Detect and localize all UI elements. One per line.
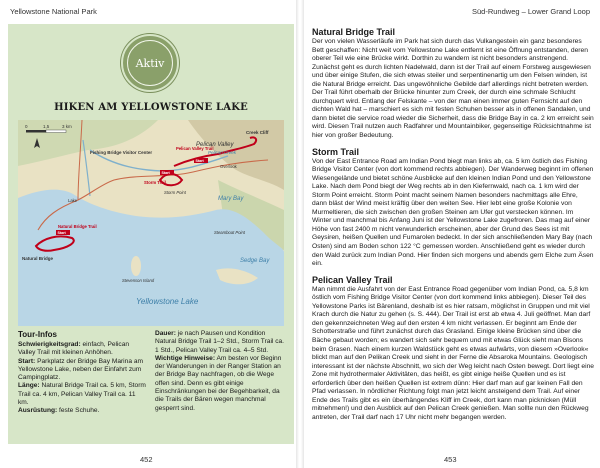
map-label-natural-bridge-trail: Natural Bridge Trail [58,224,97,229]
map-label-pelican-creek: Pelican Creek [208,150,237,155]
info-start-text: Parkplatz der Bridge Bay Marina am Yellowstone Lake, neben der Einfahrt zum Campingplatz. [18,357,143,382]
map-start-label-2: Start [161,171,170,175]
map-scale-3km: 3 km [62,124,72,129]
info-duration-label: Dauer: [155,330,176,337]
section-text-natural-bridge: Der von vielen Wasserläufe im Park hat sich durch das Vulkangestein ein ganz besonderes Bett geschaffen: Nicht weit vom Yellowstone Lake entfernt ist eine Öffnung entstanden, deren oberer Teil wie eine Brücke wirkt. Dorthin zu wandern ist nicht besonders anstrengend. Zunächst geht es durch lichten Nadelwald, dann ist der Trail auf einem Forstweg ausgewiesen und über einige Stufen, die sich etwas steiler und serpentinenartig um den Felsen winden, ist die Natural Bridge erreicht. Das ungewöhnliche Gebilde darf allerdings nicht betreten werden. Der Trail führt oberhalb der Brücke hinunter zum Creek, der durch eine schmale Schlucht durchquert wird. Entlang der Felskante – von der man einen immer guten Fernsicht auf den dichten Wald hat – marschiert es sich mit festen Schuhen besser als in offenen Sandalen, und dann bietet die service road wieder die Sicherheit, dass die Bridge Bay in ca. 2 km erreicht sein wird. Diesen Trail nutzen auch Radfahrer und Mountainbiker, gegenseitige Rücksichtnahme ist hier von großer Bedeutung. [312,38,594,140]
tour-infos-col-2 [155,330,284,413]
map-label-steamboat-point: Steamboat Point [214,230,245,235]
page-number-right: 453 [444,455,457,464]
page-number-left: 452 [140,455,153,464]
aktiv-box [8,24,294,444]
tour-infos-heading: Tour-Infos [18,330,57,339]
info-difficulty-label: Schwierigkeitsgrad: [18,341,81,348]
map-label-natural-bridge: Natural Bridge [22,256,54,261]
map-label-stevenson-island: Stevenson Island [122,278,155,283]
info-length-text: Natural Bridge Trail ca. 5 km, Storm Trail ca. 4 km, Pelican Valley Trail ca. 11 km. [18,382,146,407]
info-start [18,358,147,383]
info-difficulty [18,341,147,358]
info-equipment-label: Ausrüstung: [18,407,58,415]
right-page [304,0,600,468]
running-head-left: Yellowstone National Park [10,7,97,16]
map-scale-bar-white [46,130,66,133]
section-title-pelican-valley: Pelican Valley Trail [312,274,393,285]
aktiv-badge-label: Aktiv [127,40,173,86]
running-head-right: Süd-Rundweg – Lower Grand Loop [472,7,590,16]
left-page [0,0,296,468]
section-title-natural-bridge: Natural Bridge Trail [312,27,396,37]
map-label-sedge-bay: Sedge Bay [240,258,270,264]
info-start-label: Start: [18,357,36,365]
book-gutter [296,0,304,468]
tour-infos-col-1 [18,330,147,416]
map-scale-1-5: 1,5 [43,124,50,129]
map-start-label-3: Start [195,159,204,163]
info-difficulty-text: einfach, Pelican Valley Trail mit kleinen Anhöhen. [18,341,130,357]
map-label-storm-trail: Storm Trail [144,180,166,185]
map-label-storm-point: Storm Point [164,190,186,195]
map-label-fbvc: Fishing Bridge Visitor Center [90,150,153,155]
section-title-storm-trail: Storm Trail [312,146,360,157]
info-equipment [18,407,147,415]
info-duration [155,330,284,355]
info-length-label: Länge: [18,382,40,390]
map-label-overlook: Overlook [220,164,237,169]
section-text-storm-trail: Von der East Entrance Road am Indian Pond biegt man links ab, ca. 5 km östlich des Fishing Bridge Visitor Center (von dort kommend rechts abbiegen). Der Wanderweg beginnt im offenen Wiesengelände und bietet schöne Ausblicke auf den kleinen Indian Pond und den Yellowstone Lake. Nach dem Pond biegt der Weg rechts ab in den Kiefernwald, nach ca. 1 km wird der Storm Point erreicht. Storm Point macht seinem Namen besonders nachmittags alle Ehre, dann bläst der Wind meist kräftig über den weiten See. Hier lebt eine große Kolonie von Murmeltieren, die sich zwischen den großen Steinen am Ufer gut verstecken können. Im Winter und manchmal bis Anfang Juni ist der Yellowstone Lake zugefroren. Das mag auf einer Höhe von fast 2400 m nicht verwunderlich erscheinen, aber der Grund des Sees ist mit Geysiren, heißen Quellen und Fumarolen bedeckt. In der sich anschließenden Mary Bay (nach Osten) sind am Boden schon 122 °C gemessen worden. Anschließend geht es wieder durch den Wald zurück zum Indian Pond. Hier finden sich morgens und abends gern Elche zum Äsen ein. [312,157,594,268]
info-notes-label: Wichtige Hinweise: [155,354,216,362]
map-label-mary-bay: Mary Bay [218,196,244,202]
info-notes [155,355,284,413]
info-notes-text: Am besten vor Beginn der Wanderungen in der Ranger Station an der Bridge Bay nachfragen, ob die Wege offen sind. Denn es gibt einige Einschränkungen bei der Begehbarkeit, da die Trails der Bären wegen manchmal gesperrt sind. [155,354,282,412]
map-start-label-1: Start [57,231,66,235]
map-label-pelican-valley-trail: Pelican Valley Trail [176,146,214,151]
aktiv-badge [121,34,179,92]
hike-title: HIKEN AM YELLOWSTONE LAKE [54,102,248,113]
map-label-creek-cliff: Creek Cliff [246,130,269,135]
map-label-pelican-valley: Pelican Valley [196,142,234,148]
aktiv-badge-circle [121,34,179,92]
info-equipment-text: feste Schuhe. [59,407,100,415]
article-text [312,26,594,422]
info-duration-text: je nach Pausen und Kondition Natural Bridge Trail 1–2 Std., Storm Trail ca. 1 Std., Pelican Valley Trail ca. 4–5 Std. [155,330,284,354]
hiking-map [18,120,284,326]
map-scale-0: 0 [25,124,28,129]
section-text-pelican-valley: Man nimmt die Ausfahrt von der East Entrance Road gegenüber vom Indian Pond, ca. 5,8 km östlich vom Fishing Bridge Visitor Center (von dort kommend links abbiegen). Dieser Teil des Yellowstone Parks ist Bärenland, deshalb ist es hier ratsam, möglichst in Gruppen und mit viel Krach durch die Natur zu gehen (s. S. 444). Der Trail ist erst ab etwa 4. Juli geöffnet. Man darf den gekennzeichneten Weg auf den ersten 4 km nicht verlassen. Er beginnt am Ende der Schotterstraße und führt zunächst durch das Grasland. Einige kleine Brücken sind über die Bäche gebaut worden; es wandert sich sehr bequem und mit etwas Glück sieht man Bisons beim Grasen. Nach einem kurzen Waldstück geht es etwas aufwärts, von diesem »Overlook« blickt man auf den Pelikan Creek und sieht in der Ferne die Absaroka Mountains. Geologisch interessant ist der nächste Abschnitt, wo sich der Weg leicht nach Osten bewegt. Dort liegt eine Zone mit hydrothermaler Aktivitäten, das heißt, es gibt einige heiße Quellen und es ist erforderlich über den heißen Quellen ist extrem dünn: Hier darf man auf gar keinen Fall den Pfad verlassen. In nördlicher Richtung folgt man jetzt leicht ansteigend dem Trail. Auf einer Ende des Trails gibt es ein überhängendes Kliff im Creek, dort kann man picknicken (Müll mitnehmen!) und den Ausblick auf den Pelican Creek genießen. Man sollte nun den Rückweg antreten, der Trail darf nach 17 Uhr nicht mehr begangen werden. [312,285,595,421]
map-label-yellowstone-lake: Yellowstone Lake [136,297,199,306]
map-stevenson-island [131,256,141,276]
info-length [18,382,147,407]
map-label-lake: Lake [68,198,78,203]
